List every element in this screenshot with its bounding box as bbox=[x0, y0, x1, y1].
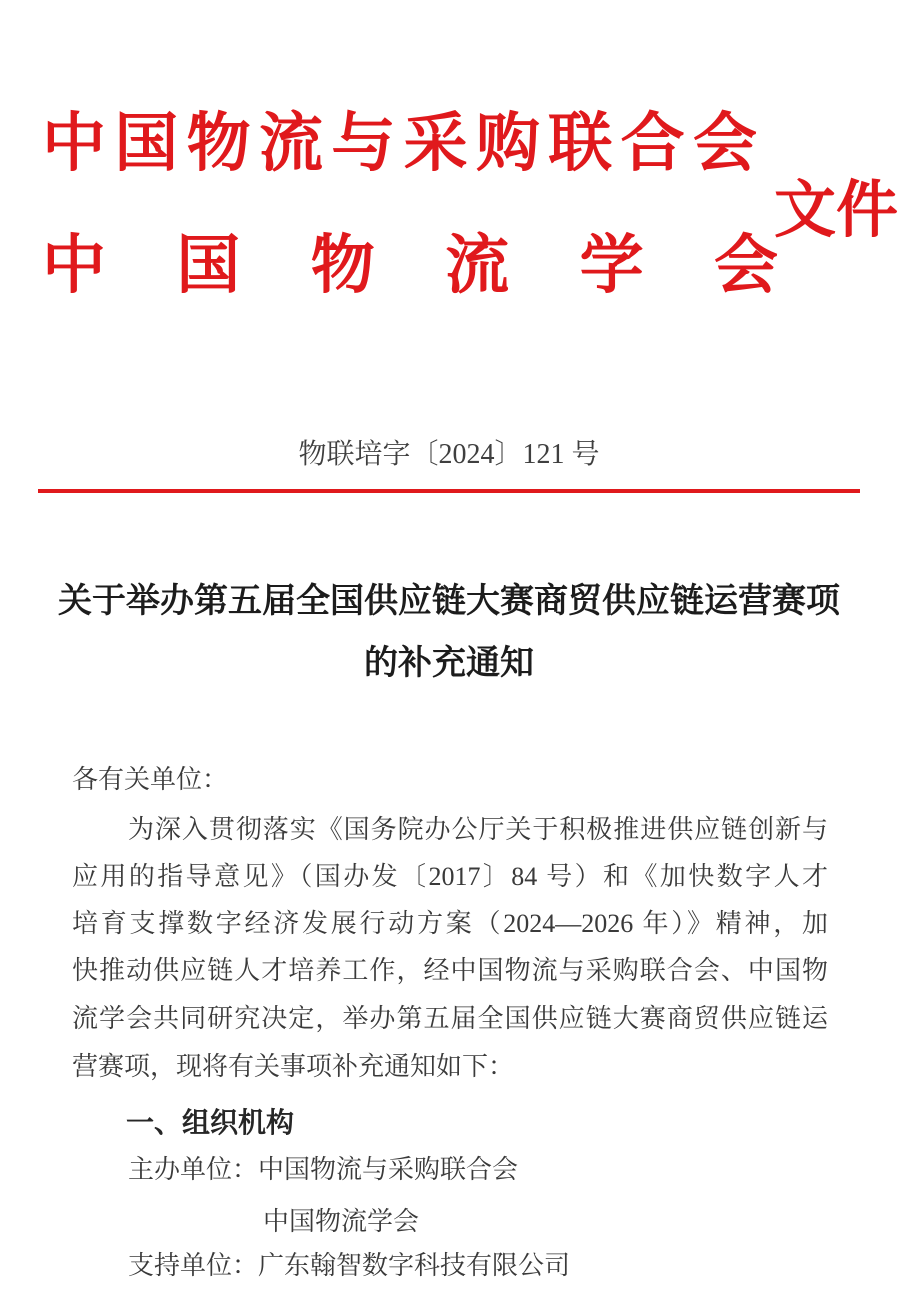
letterhead-char: 流 bbox=[445, 230, 510, 301]
notice-title-line1: 关于举办第五届全国供应链大赛商贸供应链运营赛项 bbox=[58, 583, 840, 620]
document-label: 文件 bbox=[774, 177, 898, 245]
section-heading-organization: 一、组织机构 bbox=[126, 1107, 295, 1138]
salutation-line: 各有关单位： bbox=[72, 765, 229, 794]
letterhead-char: 会 bbox=[692, 108, 757, 179]
letterhead-char: 中 bbox=[42, 108, 106, 179]
paragraph-line-5: 流学会共同研究决定，举办第五届全国供应链大赛商贸供应链运 bbox=[72, 1004, 828, 1033]
document-number: 物联培字〔2024〕121 号 bbox=[298, 439, 600, 470]
red-divider-line bbox=[38, 489, 860, 493]
host-unit-line: 主办单位：中国物流与采购联合会 bbox=[128, 1155, 519, 1184]
letterhead-char: 会 bbox=[713, 230, 778, 301]
issuer-name-line1 bbox=[42, 108, 757, 179]
paragraph-line-1: 为深入贯彻落实《国务院办公厅关于积极推进供应链创新与 bbox=[128, 815, 828, 844]
paragraph-line-4: 快推动供应链人才培养工作，经中国物流与采购联合会、中国物 bbox=[72, 956, 828, 985]
issuer-name-line2 bbox=[42, 230, 778, 301]
letterhead-char: 国 bbox=[176, 230, 241, 301]
letterhead-char: 中 bbox=[42, 230, 106, 301]
letterhead-char: 采 bbox=[403, 108, 468, 179]
letterhead-char: 学 bbox=[579, 230, 644, 301]
paragraph-line-3: 培育支撑数字经济发展行动方案（2024—2026 年）》精神，加 bbox=[72, 909, 828, 938]
notice-title-line2: 的补充通知 bbox=[364, 645, 534, 682]
support-unit-line: 支持单位：广东翰智数字科技有限公司 bbox=[128, 1251, 571, 1280]
letterhead-char: 与 bbox=[331, 108, 396, 179]
paragraph-line-2: 应用的指导意见》（国办发〔2017〕84 号）和《加快数字人才 bbox=[72, 862, 828, 891]
letterhead-char: 物 bbox=[186, 108, 251, 179]
letterhead-char: 物 bbox=[310, 230, 375, 301]
letterhead-char: 购 bbox=[475, 108, 540, 179]
paragraph-line-6: 营赛项，现将有关事项补充通知如下： bbox=[72, 1052, 515, 1081]
host-unit-line2: 中国物流学会 bbox=[263, 1207, 420, 1236]
letterhead-char: 联 bbox=[548, 108, 613, 179]
letterhead-char: 合 bbox=[620, 108, 685, 179]
letterhead-char: 流 bbox=[258, 108, 323, 179]
letterhead-char: 国 bbox=[114, 108, 179, 179]
